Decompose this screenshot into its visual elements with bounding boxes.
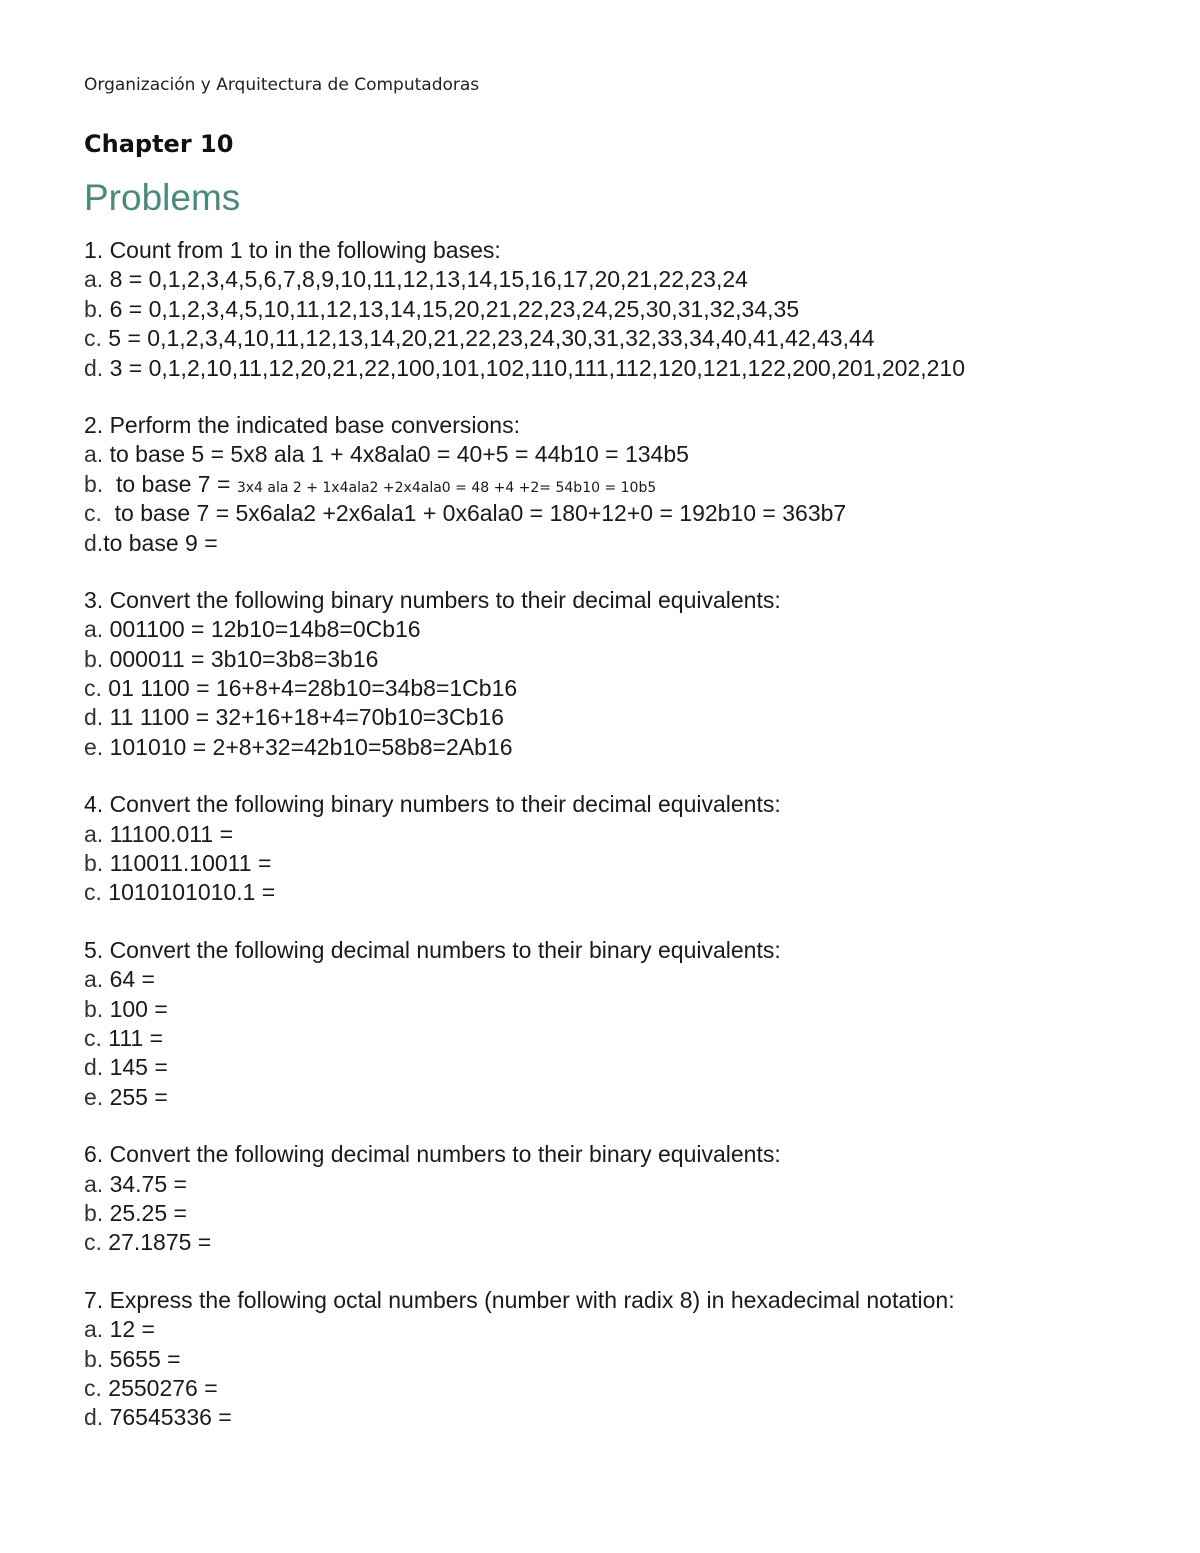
problem-item <box>84 1374 1174 1403</box>
item-label: e. <box>84 1083 110 1110</box>
problem-3 <box>84 586 1174 762</box>
problem-item <box>84 1228 1174 1257</box>
problem-item <box>84 1345 1174 1374</box>
item-label: a. <box>84 1170 110 1197</box>
problem-4 <box>84 790 1174 908</box>
item-text: 6 = 0,1,2,3,4,5,10,11,12,13,14,15,20,21,22,23,24,25,30,31,32,34,35 <box>109 295 800 322</box>
problem-6 <box>84 1140 1174 1258</box>
item-text: 5655 = <box>109 1345 181 1372</box>
problem-item <box>84 674 1174 703</box>
item-label: e. <box>84 733 110 760</box>
problem-2 <box>84 411 1174 558</box>
item-text: 8 = 0,1,2,3,4,5,6,7,8,9,10,11,12,13,14,15,16,17,20,21,22,23,24 <box>109 266 748 293</box>
document-header: Organización y Arquitectura de Computadoras <box>84 75 480 95</box>
item-text: 25.25 = <box>109 1199 187 1226</box>
problem-item <box>84 965 1174 994</box>
problem-item <box>84 1083 1174 1112</box>
item-label: d. <box>84 354 110 381</box>
chapter-title: Chapter 10 <box>84 130 234 158</box>
problem-item <box>84 470 1174 499</box>
item-text: 2550276 = <box>108 1374 218 1401</box>
problem-item <box>84 615 1174 644</box>
problem-item <box>84 645 1174 674</box>
item-label: c. <box>84 325 109 352</box>
item-text: 76545336 = <box>109 1404 232 1431</box>
item-label: d. <box>84 1054 110 1081</box>
item-label: b. <box>84 995 110 1022</box>
item-text: 100 = <box>109 995 168 1022</box>
item-label: b. <box>84 645 110 672</box>
problem-title: 3. Convert the following binary numbers to their decimal equivalents: <box>84 586 781 613</box>
problem-item <box>84 1053 1174 1082</box>
item-label: c. <box>84 1374 109 1401</box>
item-text: to base 7 = <box>109 470 237 497</box>
problem-title: 7. Express the following octal numbers (number with radix 8) in hexadecimal notation: <box>84 1286 955 1313</box>
document-page <box>84 70 1174 1461</box>
item-text: 000011 = 3b10=3b8=3b16 <box>109 645 379 672</box>
problem-item <box>84 1315 1174 1344</box>
item-label: b. <box>84 850 110 877</box>
item-label: d. <box>84 704 110 731</box>
item-text: 101010 = 2+8+32=42b10=58b8=2Ab16 <box>109 733 513 760</box>
item-text: to base 7 = 5x6ala2 +2x6ala1 + 0x6ala0 = 180+12+0 = 192b10 = 363b7 <box>108 500 847 527</box>
item-label: a. <box>84 820 110 847</box>
problem-7 <box>84 1286 1174 1433</box>
problem-item <box>84 878 1174 907</box>
problem-item <box>84 1024 1174 1053</box>
item-label: d. <box>84 1404 110 1431</box>
problem-item <box>84 849 1174 878</box>
item-text: 34.75 = <box>109 1170 187 1197</box>
item-label: a. <box>84 616 110 643</box>
item-text: to base 5 = 5x8 ala 1 + 4x8ala0 = 40+5 = 44b10 = 134b5 <box>109 441 689 468</box>
item-label: c. <box>84 675 109 702</box>
item-text: 3 = 0,1,2,10,11,12,20,21,22,100,101,102,110,111,112,120,121,122,200,201,202,210 <box>109 354 965 381</box>
item-text: 11 1100 = 32+16+18+4=70b10=3Cb16 <box>109 704 504 731</box>
problem-item <box>84 499 1174 528</box>
item-text: 11100.011 = <box>109 820 234 847</box>
item-label: c. <box>84 1024 109 1051</box>
problem-item <box>84 703 1174 732</box>
item-text: 12 = <box>109 1316 155 1343</box>
item-label: c. <box>84 500 109 527</box>
problem-item <box>84 354 1174 383</box>
item-label: a. <box>84 1316 110 1343</box>
item-label: b. <box>84 1345 110 1372</box>
item-small-text: 3x4 ala 2 + 1x4ala2 +2x4ala0 = 48 +4 +2= 54b10 = 10b5 <box>236 479 657 496</box>
problem-item <box>84 324 1174 353</box>
item-text: 1010101010.1 = <box>108 879 276 906</box>
item-text: 5 = 0,1,2,3,4,10,11,12,13,14,20,21,22,23,24,30,31,32,33,34,40,41,42,43,44 <box>108 325 875 352</box>
item-text: 110011.10011 = <box>109 850 272 877</box>
item-text: 111 = <box>108 1024 164 1051</box>
item-label: c. <box>84 1229 109 1256</box>
item-text: 27.1875 = <box>108 1229 212 1256</box>
problem-title: 2. Perform the indicated base conversions: <box>84 411 520 438</box>
item-label: d. <box>84 529 104 556</box>
item-label: c. <box>84 879 109 906</box>
problem-item <box>84 265 1174 294</box>
problem-title: 1. Count from 1 to in the following bases: <box>84 237 501 263</box>
item-label: a. <box>84 441 110 468</box>
problem-title: 5. Convert the following decimal numbers to their binary equivalents: <box>84 936 781 963</box>
problem-item <box>84 1403 1174 1432</box>
problem-item <box>84 733 1174 762</box>
item-text: to base 9 = <box>103 529 218 556</box>
problem-1 <box>84 236 1174 383</box>
item-text: 01 1100 = 16+8+4=28b10=34b8=1Cb16 <box>108 675 518 702</box>
section-title: Problems <box>84 177 241 218</box>
item-text: 001100 = 12b10=14b8=0Cb16 <box>109 616 421 643</box>
problem-item <box>84 1170 1174 1199</box>
problem-item <box>84 820 1174 849</box>
item-text: 145 = <box>109 1054 168 1081</box>
problem-title: 4. Convert the following binary numbers to their decimal equivalents: <box>84 791 781 818</box>
problem-item <box>84 440 1174 469</box>
item-text: 255 = <box>109 1083 168 1110</box>
item-label: a. <box>84 966 110 993</box>
problem-item <box>84 529 1174 558</box>
item-label: b. <box>84 295 110 322</box>
problems-list <box>84 236 1174 1433</box>
item-text: 64 = <box>109 966 155 993</box>
item-label: a. <box>84 266 110 293</box>
problem-item <box>84 295 1174 324</box>
item-label: b. <box>84 1199 110 1226</box>
problem-5 <box>84 936 1174 1112</box>
problem-title: 6. Convert the following decimal numbers to their binary equivalents: <box>84 1141 781 1168</box>
item-label: b. <box>84 470 110 497</box>
problem-item <box>84 1199 1174 1228</box>
problem-item <box>84 995 1174 1024</box>
